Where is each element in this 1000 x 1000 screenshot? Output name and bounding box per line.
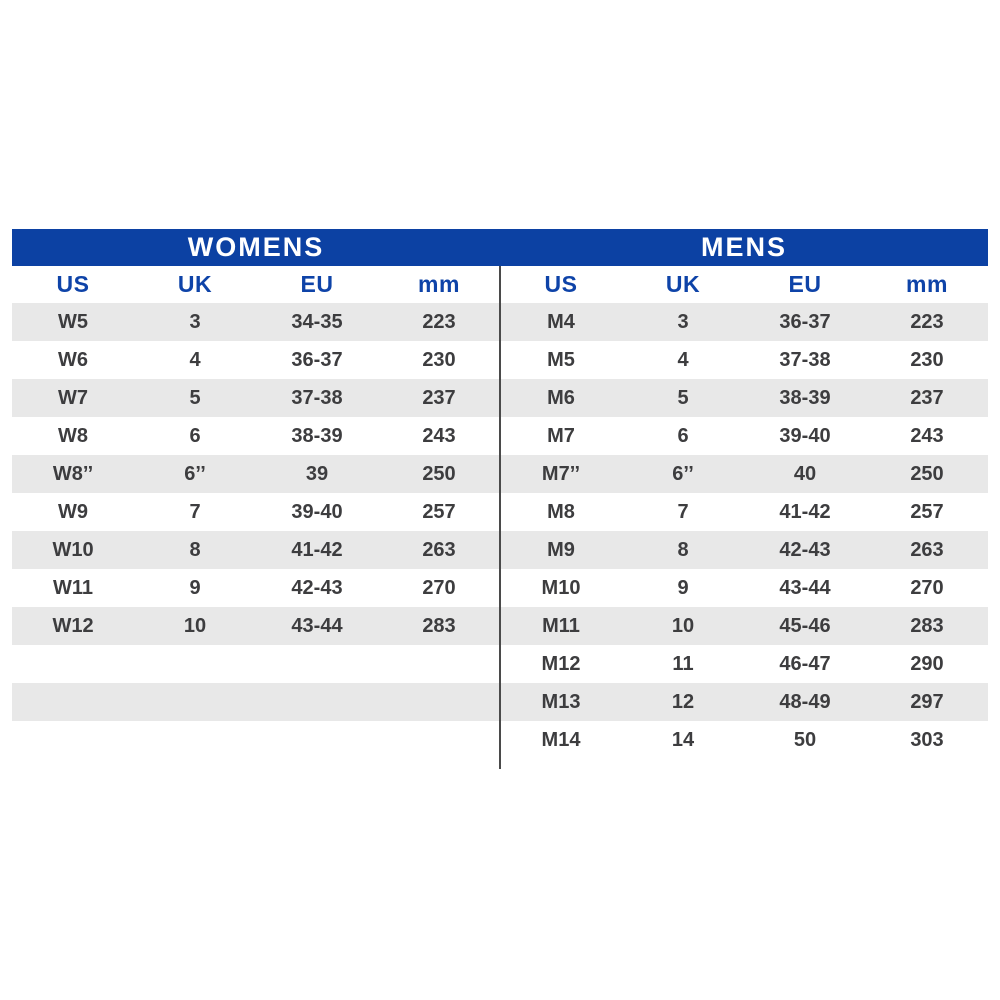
size-row bbox=[12, 721, 500, 759]
size-cell: 7 bbox=[677, 500, 689, 523]
size-cell: M10 bbox=[541, 576, 581, 599]
size-cell: 263 bbox=[422, 538, 456, 561]
size-cell: 230 bbox=[422, 348, 456, 371]
size-cell: 43-44 bbox=[779, 576, 831, 599]
size-cell: 250 bbox=[910, 462, 944, 485]
size-cell: 50 bbox=[793, 728, 817, 751]
size-cell: 270 bbox=[910, 576, 944, 599]
size-row bbox=[500, 379, 988, 417]
size-chart bbox=[12, 229, 988, 759]
size-cell: 9 bbox=[677, 576, 689, 599]
size-cell: 7 bbox=[189, 500, 201, 523]
womens-table bbox=[12, 266, 500, 759]
size-cell: M5 bbox=[547, 348, 575, 371]
size-cell: 48-49 bbox=[779, 690, 831, 713]
size-cell: 297 bbox=[910, 690, 944, 713]
size-cell: 4 bbox=[189, 348, 201, 371]
size-row bbox=[500, 569, 988, 607]
size-cell: 37-38 bbox=[291, 386, 343, 409]
size-cell: W7 bbox=[58, 386, 88, 409]
size-row bbox=[12, 455, 500, 493]
size-cell: 41-42 bbox=[291, 538, 343, 561]
size-cell: M11 bbox=[542, 614, 580, 637]
size-cell: 263 bbox=[910, 538, 944, 561]
size-row bbox=[500, 493, 988, 531]
size-cell: 5 bbox=[189, 386, 201, 409]
size-cell: 40 bbox=[793, 462, 817, 485]
womens-column-headers bbox=[12, 266, 500, 303]
size-cell: M6 bbox=[547, 386, 575, 409]
size-cell: 290 bbox=[910, 652, 944, 675]
size-row bbox=[500, 531, 988, 569]
size-cell: W5 bbox=[58, 310, 88, 333]
size-row bbox=[500, 607, 988, 645]
size-row bbox=[12, 531, 500, 569]
size-cell: 6 bbox=[677, 424, 689, 447]
mens-column-headers bbox=[500, 266, 988, 303]
size-cell: M7 bbox=[547, 424, 575, 447]
size-cell: W8 bbox=[58, 424, 88, 447]
size-cell: 257 bbox=[910, 500, 944, 523]
size-cell: 257 bbox=[422, 500, 456, 523]
size-cell: 243 bbox=[910, 424, 944, 447]
size-cell: 10 bbox=[671, 614, 695, 637]
size-cell: 303 bbox=[910, 728, 944, 751]
size-cell: M9 bbox=[547, 538, 575, 561]
mens-table bbox=[500, 266, 988, 759]
size-cell: 6 bbox=[189, 424, 201, 447]
size-row bbox=[500, 417, 988, 455]
size-cell: 42-43 bbox=[779, 538, 831, 561]
size-row bbox=[500, 683, 988, 721]
size-cell: 223 bbox=[422, 310, 456, 333]
size-cell: W6 bbox=[58, 348, 88, 371]
size-row bbox=[12, 341, 500, 379]
womens-col-uk: UK bbox=[177, 271, 213, 297]
size-row bbox=[12, 493, 500, 531]
size-cell: W10 bbox=[52, 538, 94, 561]
size-row bbox=[12, 607, 500, 645]
size-cell: 12 bbox=[671, 690, 695, 713]
womens-header: WOMENS bbox=[187, 232, 325, 262]
size-cell: 46-47 bbox=[779, 652, 831, 675]
size-cell: M7’’ bbox=[541, 462, 581, 485]
tables-container bbox=[12, 266, 988, 759]
size-cell: 237 bbox=[910, 386, 944, 409]
size-cell: 3 bbox=[677, 310, 689, 333]
size-cell: 38-39 bbox=[291, 424, 343, 447]
size-row bbox=[500, 721, 988, 759]
size-cell: 14 bbox=[671, 728, 695, 751]
womens-col-eu: EU bbox=[300, 271, 334, 297]
table-divider bbox=[499, 266, 501, 769]
size-cell: 250 bbox=[422, 462, 456, 485]
size-cell: M8 bbox=[547, 500, 575, 523]
size-cell: 45-46 bbox=[779, 614, 831, 637]
size-row bbox=[12, 379, 500, 417]
chart-header-bar bbox=[12, 229, 988, 266]
size-cell: 10 bbox=[183, 614, 207, 637]
size-cell: 243 bbox=[422, 424, 456, 447]
womens-col-mm: mm bbox=[418, 271, 460, 297]
size-cell: M4 bbox=[547, 310, 575, 333]
womens-col-us: US bbox=[56, 271, 90, 297]
mens-col-mm: mm bbox=[906, 271, 948, 297]
mens-rows bbox=[500, 303, 988, 759]
size-row bbox=[500, 303, 988, 341]
size-row bbox=[500, 455, 988, 493]
mens-col-eu: EU bbox=[788, 271, 822, 297]
size-cell: 41-42 bbox=[779, 500, 831, 523]
mens-col-us: US bbox=[544, 271, 578, 297]
size-cell: 237 bbox=[422, 386, 456, 409]
size-row bbox=[500, 645, 988, 683]
size-cell: W8’’ bbox=[52, 462, 94, 485]
size-cell: 283 bbox=[422, 614, 456, 637]
size-row bbox=[12, 417, 500, 455]
mens-header: MENS bbox=[700, 232, 787, 262]
size-cell: 37-38 bbox=[779, 348, 831, 371]
size-cell: 39-40 bbox=[291, 500, 343, 523]
size-cell: 270 bbox=[422, 576, 456, 599]
size-cell: W11 bbox=[52, 576, 94, 599]
mens-col-uk: UK bbox=[665, 271, 701, 297]
size-cell: 36-37 bbox=[779, 310, 831, 333]
size-cell: 223 bbox=[910, 310, 944, 333]
size-row bbox=[12, 645, 500, 683]
size-cell: 283 bbox=[910, 614, 944, 637]
size-cell: 9 bbox=[189, 576, 201, 599]
size-cell: 42-43 bbox=[291, 576, 343, 599]
size-row bbox=[12, 303, 500, 341]
size-cell: 38-39 bbox=[779, 386, 831, 409]
size-cell: 4 bbox=[677, 348, 689, 371]
size-cell: 39-40 bbox=[779, 424, 831, 447]
size-cell: 43-44 bbox=[291, 614, 343, 637]
size-cell: M14 bbox=[541, 728, 581, 751]
size-cell: 230 bbox=[910, 348, 944, 371]
size-row bbox=[12, 683, 500, 721]
size-cell: W12 bbox=[52, 614, 94, 637]
womens-rows bbox=[12, 303, 500, 759]
size-cell: M13 bbox=[541, 690, 581, 713]
size-cell: 6’’ bbox=[184, 462, 206, 485]
size-cell: 3 bbox=[189, 310, 201, 333]
size-cell: W9 bbox=[58, 500, 88, 523]
size-cell: 8 bbox=[189, 538, 201, 561]
size-cell: 6’’ bbox=[672, 462, 694, 485]
size-cell: 11 bbox=[672, 652, 694, 675]
size-cell: 36-37 bbox=[291, 348, 343, 371]
size-cell: M12 bbox=[541, 652, 581, 675]
size-cell: 39 bbox=[305, 462, 329, 485]
size-cell: 5 bbox=[677, 386, 689, 409]
size-row bbox=[12, 569, 500, 607]
size-cell: 8 bbox=[677, 538, 689, 561]
size-cell: 34-35 bbox=[291, 310, 343, 333]
size-row bbox=[500, 341, 988, 379]
